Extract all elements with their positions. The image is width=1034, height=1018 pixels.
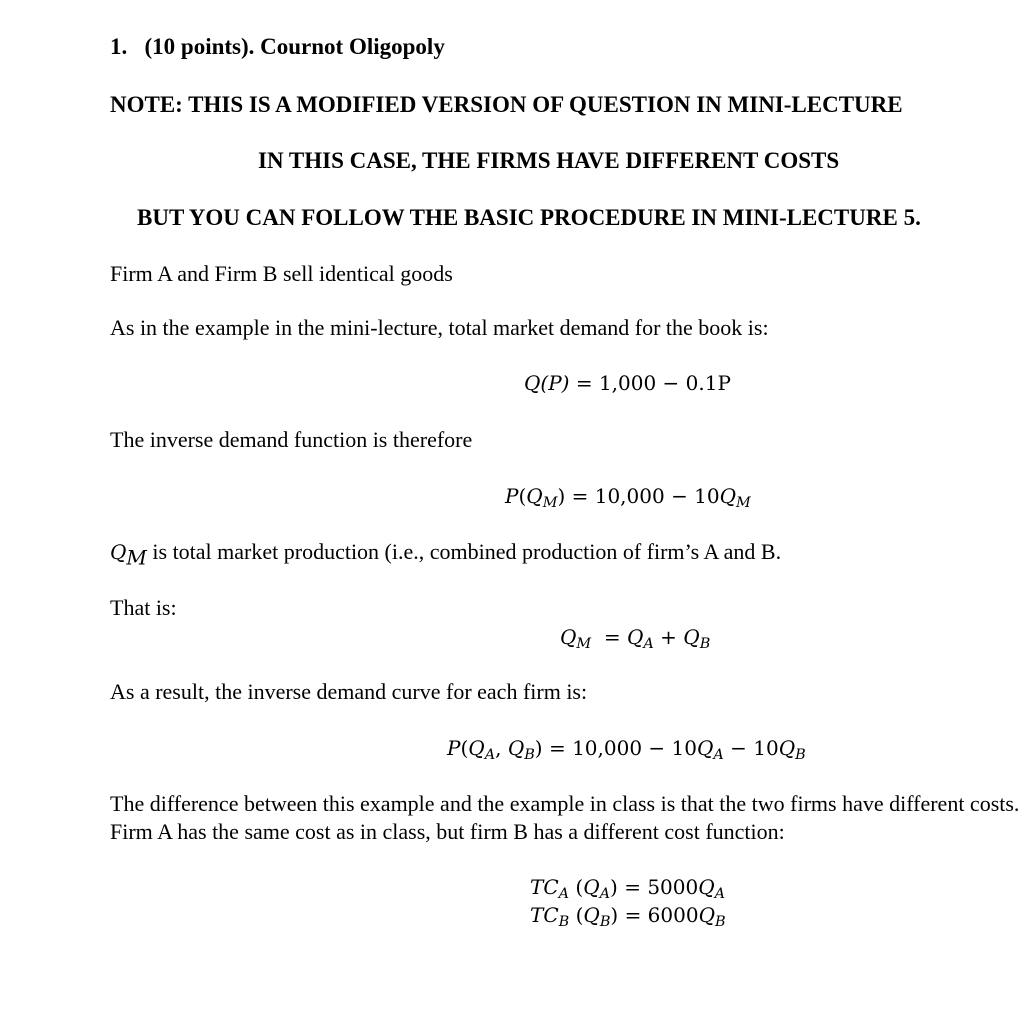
paragraph-market-demand: As in the example in the mini-lecture, total market demand for the book is: bbox=[110, 315, 769, 340]
total-production-text: is total market production (i.e., combined production of firm’s A and B. bbox=[146, 539, 782, 564]
equation-market-total: $Q_M = Q_A + Q_B$ bbox=[560, 625, 711, 653]
paragraph-that-is: That is: bbox=[110, 595, 177, 620]
firm-demand-const: = 10,000 − 10 bbox=[548, 736, 697, 760]
cost-a-rhs: = 5000 bbox=[624, 875, 699, 899]
equation-firm-inverse-demand: $P(Q_A$, $Q_B) = 10,000 - 10Q_A - 10Q_B$ bbox=[447, 736, 806, 764]
equation-inverse-demand: $P(Q_M) = 10,000 - 10Q_M$ bbox=[505, 484, 751, 512]
note-line-2: IN THIS CASE, THE FIRMS HAVE DIFFERENT COSTS bbox=[258, 148, 840, 173]
market-total-plus: + bbox=[660, 625, 677, 649]
question-heading bbox=[110, 34, 445, 60]
market-total-equals: = bbox=[603, 625, 621, 649]
paragraph-total-production: $Q_M$ is total market production (i.e., combined production of firm’s A and B. bbox=[110, 539, 782, 570]
inverse-demand-const: = 10,000 − 10 bbox=[571, 484, 720, 508]
firm-demand-minus: − 10 bbox=[723, 736, 779, 760]
cost-b-rhs: = 6000 bbox=[624, 903, 699, 927]
demand-rhs: = 1,000 − 0.1P bbox=[575, 371, 731, 395]
demand-lhs: Q(P) bbox=[524, 371, 570, 395]
paragraph-difference: The difference between this example and the example in class is that the two firms have different costs. bbox=[110, 791, 1020, 816]
note-line-3: BUT YOU CAN FOLLOW THE BASIC PROCEDURE IN MINI-LECTURE 5. bbox=[137, 205, 921, 230]
equation-market-demand bbox=[524, 370, 731, 396]
paragraph-inverse-demand: The inverse demand function is therefore bbox=[110, 427, 473, 452]
note-line-1: NOTE: THIS IS A MODIFIED VERSION OF QUESTION IN MINI-LECTURE bbox=[110, 92, 903, 117]
paragraph-identical-goods: Firm A and Firm B sell identical goods bbox=[110, 261, 453, 286]
paragraph-cost-functions: Firm A has the same cost as in class, but firm B has a different cost function: bbox=[110, 819, 785, 844]
question-points: (10 points). bbox=[144, 34, 255, 59]
equation-cost-b: $TC_B$ $(Q_B) = 6000Q_B$ bbox=[530, 903, 726, 931]
question-number: 1. bbox=[110, 34, 128, 59]
question-title: Cournot Oligopoly bbox=[260, 34, 445, 59]
paragraph-firm-inverse-demand: As a result, the inverse demand curve for each firm is: bbox=[110, 679, 588, 704]
equation-cost-a: $TC_A$ $(Q_A) = 5000Q_A$ bbox=[530, 875, 726, 903]
